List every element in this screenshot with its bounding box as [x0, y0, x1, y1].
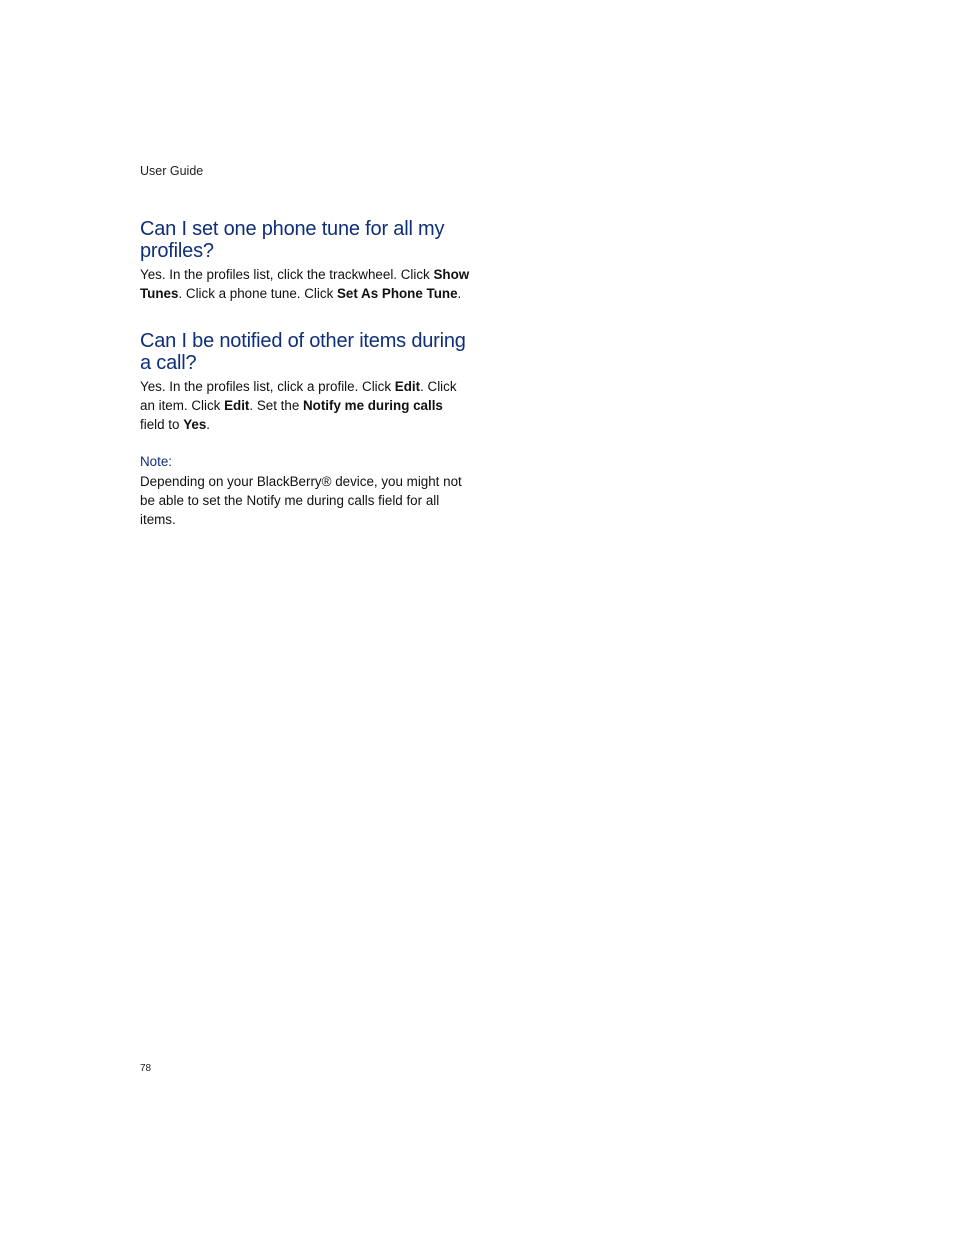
- section-heading: Can I be notified of other items during a call?: [140, 330, 466, 374]
- page-number: 78: [140, 1063, 152, 1074]
- running-header: User Guide: [140, 164, 204, 178]
- body-text: Yes. In the profiles list, click a profile. Click: [140, 379, 395, 394]
- note-label: Note:: [140, 454, 173, 469]
- body-text: . Click an item. Click: [140, 379, 457, 413]
- body-text: .: [206, 417, 211, 432]
- ui-term-show-tunes: Show Tunes: [140, 267, 470, 301]
- section-phone-tune: [140, 218, 470, 303]
- ui-term-set-as-phone-tune: Set As Phone Tune: [336, 286, 458, 301]
- body-text: .: [457, 286, 462, 301]
- body-text: field to: [140, 417, 184, 432]
- section-body: [140, 377, 470, 434]
- body-text: Yes. In the profiles list, click the trackwheel. Click: [140, 267, 434, 282]
- ui-term-edit: Edit: [224, 398, 250, 413]
- note-text: Depending on your BlackBerry® device, you might not be able to set the Notify me during calls field for all items.: [140, 474, 462, 527]
- section-notify-during-call: [140, 330, 470, 529]
- section-heading: Can I set one phone tune for all my profiles?: [140, 218, 445, 262]
- ui-term-notify-me-during-calls: Notify me during calls: [303, 398, 443, 413]
- ui-term-yes: Yes: [183, 417, 207, 432]
- body-text: . Click a phone tune. Click: [178, 286, 337, 301]
- ui-term-edit: Edit: [394, 379, 421, 394]
- section-body: [140, 265, 470, 303]
- document-content: [140, 218, 470, 529]
- body-text: . Set the: [249, 398, 303, 413]
